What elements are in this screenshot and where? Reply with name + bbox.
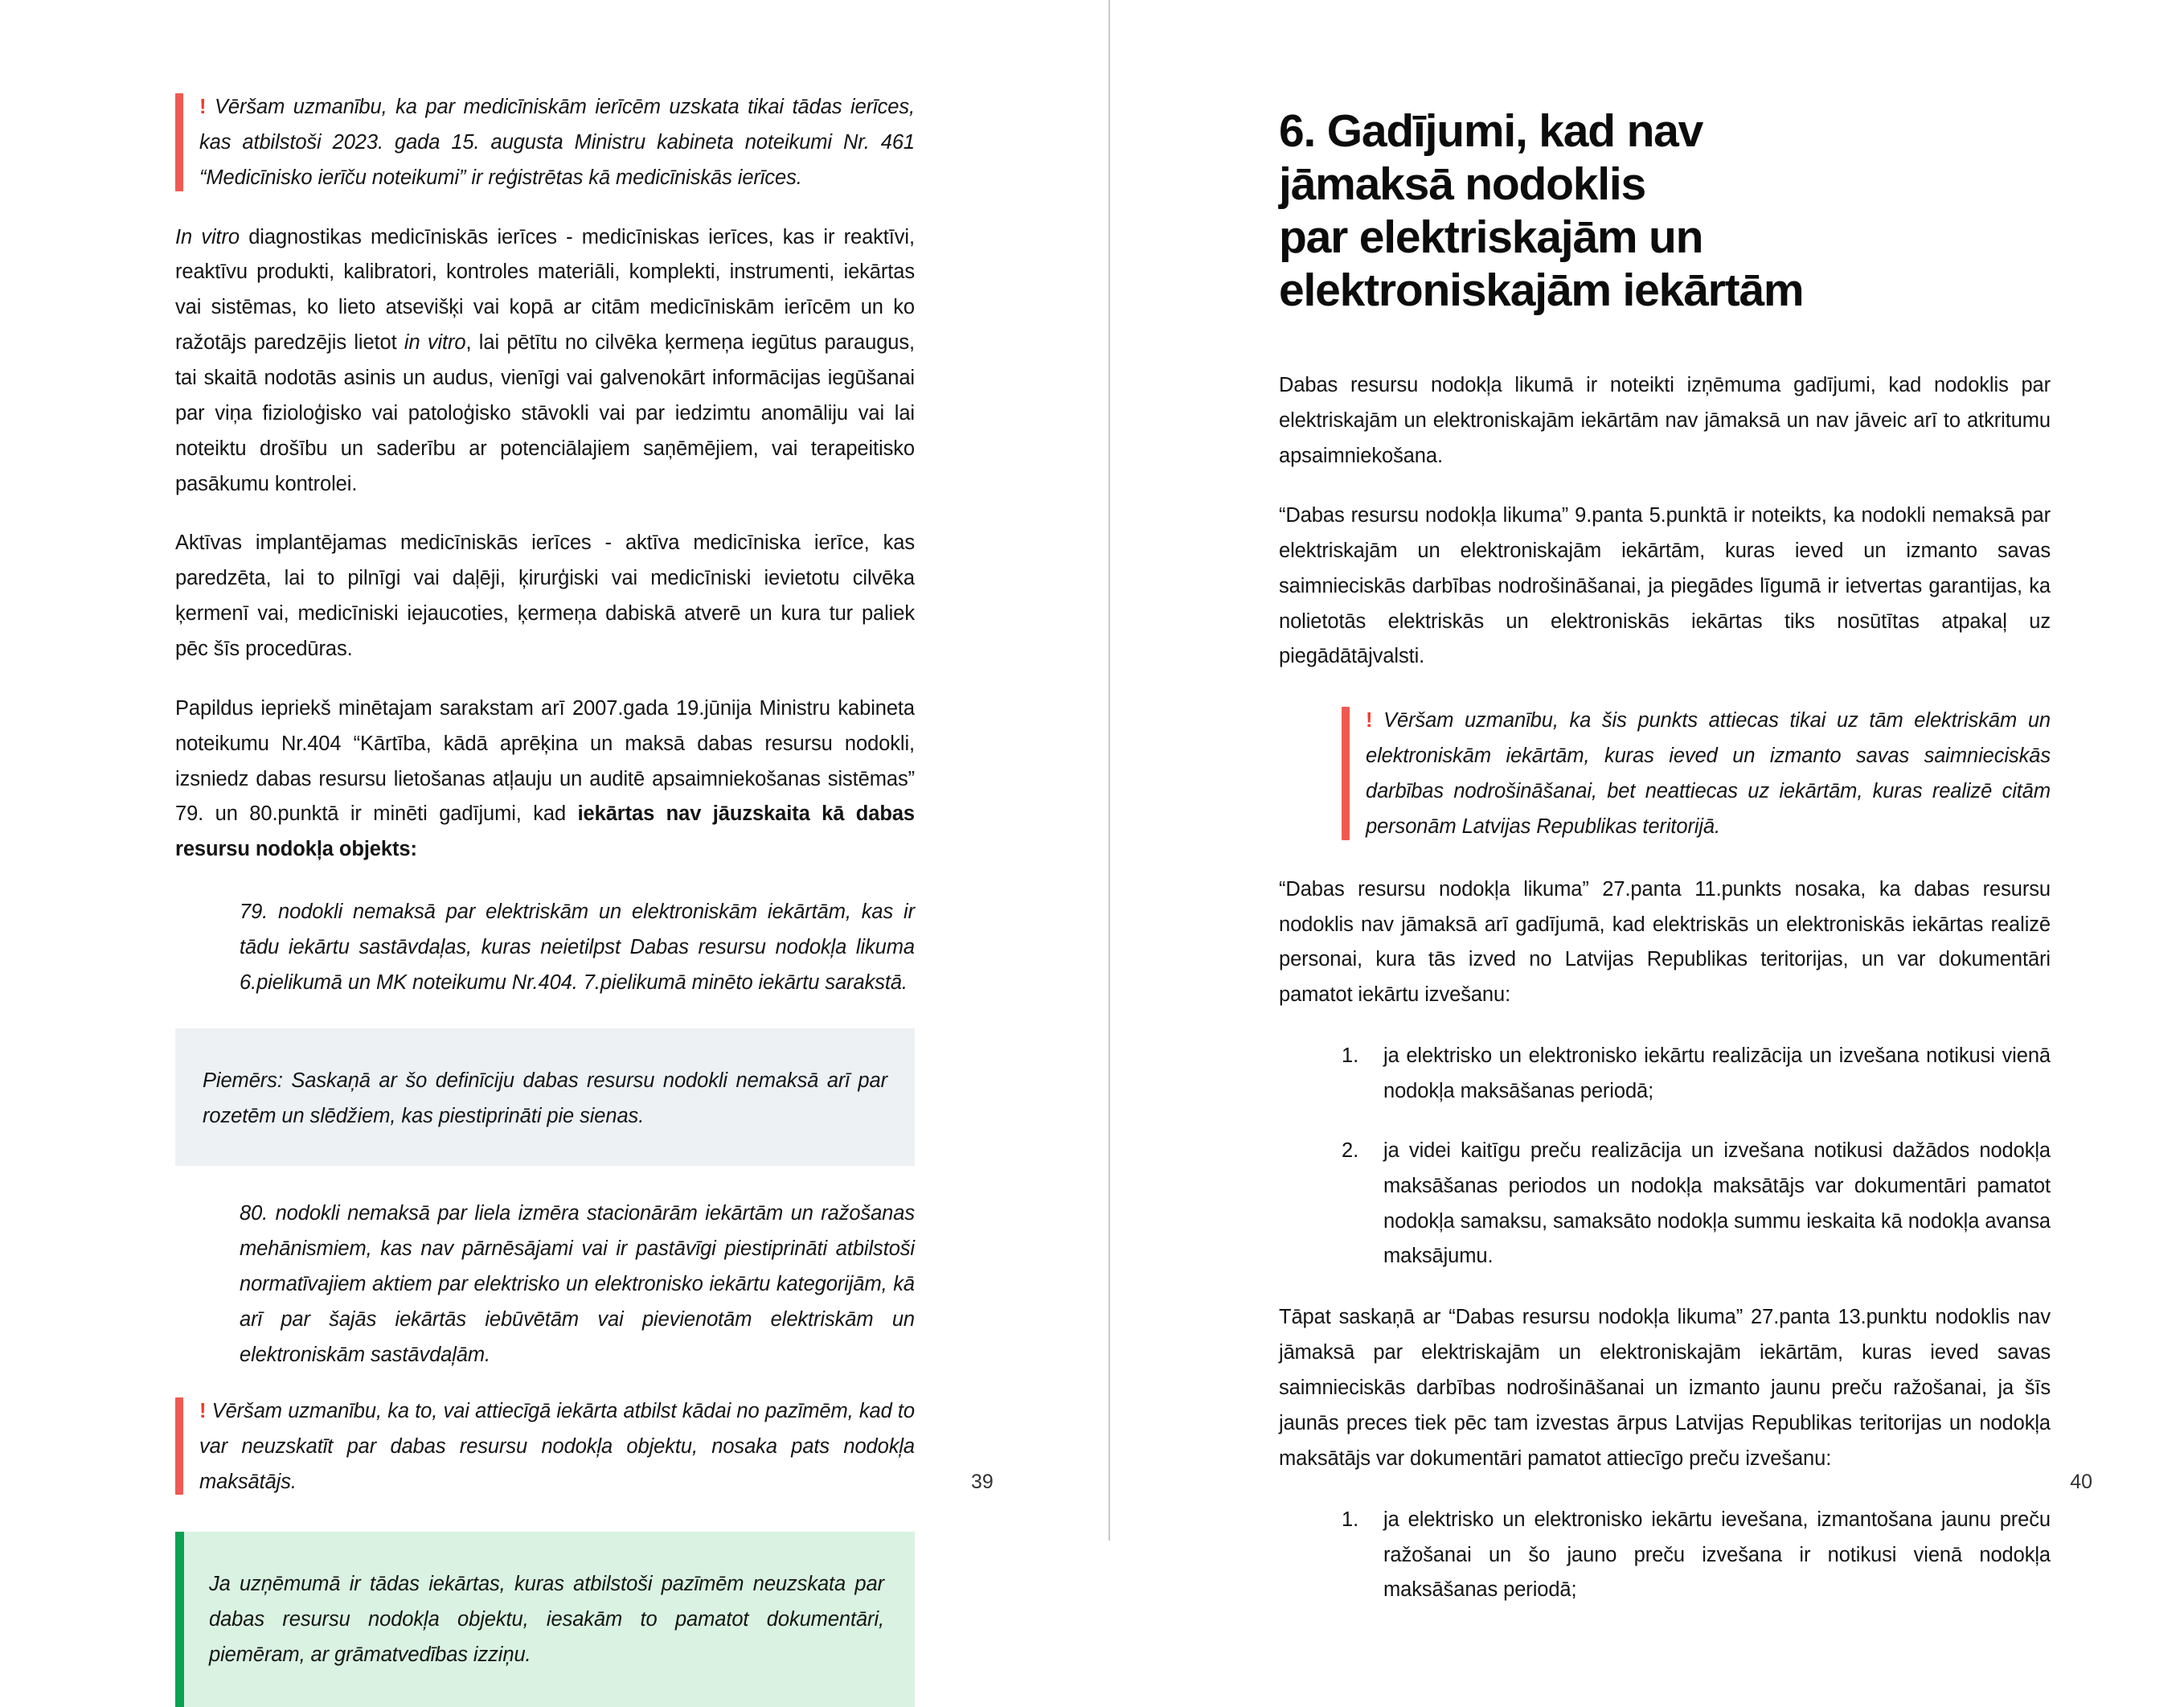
- example-box-text: Piemērs: Saskaņā ar šo definīciju dabas resursu nodokli nemaksā arī par rozetēm un slēdžiem, kas piestiprināti pie sienas.: [203, 1069, 887, 1127]
- recommendation-box: [175, 1532, 915, 1707]
- left-page-content: [175, 90, 915, 1707]
- conditions-list-2: [1279, 1503, 2051, 1609]
- right-page: [1108, 0, 2184, 1602]
- exclamation-icon: !: [199, 96, 207, 118]
- page-title-line-2: jāmaksā nodoklis: [1279, 158, 1646, 211]
- list-item: ja elektrisko un elektronisko iekārtu realizācija un izvešana notikusi vienā nodokļa maksāšanas periodā;: [1383, 1044, 2051, 1103]
- paragraph-additional-regulation: Papildus iepriekš minētajam sarakstam arī 2007.gada 19.jūnija Ministru kabineta noteikumu Nr.404 “Kārtība, kādā aprēķina un maksā dabas resursu nodokli, izsniedz dabas resursu lietošanas atļauju un auditē apsaimniekošanas sistēmas” 79. un 80.punktā ir minēti gadījumi, kad iekārtas nav jāuzskaita kā dabas resursu nodokļa objekts:: [175, 696, 915, 861]
- page-number-left: 39: [971, 1471, 994, 1493]
- paragraph-active-implantable: Aktīvas implantējamas medicīniskās ierīces - aktīva medicīniska ierīce, kas paredzēta, lai to pilnīgi vai daļēji, ķirurģiski vai medicīniski ievietotu cilvēka ķermenī vai, medicīniski iejaucoties, ķermeņa dabiskā atverē un kura tur paliek pēc šīs procedūras.: [175, 531, 915, 661]
- list-item: ja videi kaitīgu preču realizācija un izvešana notikusi dažādos nodokļa maksāšanas periodos un nodokļa maksātājs var dokumentāri pamatot nodokļa samaksu, samaksāto nodokļa summu ieskaita kā nodokļa avansa maksājumu.: [1383, 1139, 2051, 1268]
- warning-callout-scope: [1342, 704, 2051, 844]
- recommendation-box-text: Ja uzņēmumā ir tādas iekārtas, kuras atbilstoši pazīmēm neuzskata par dabas resursu nodokļa objektu, iesakām to pamatot dokumentāri, piemēram, ar grāmatvedības izziņu.: [209, 1573, 884, 1667]
- paragraph-article-27-13: Tāpat saskaņā ar “Dabas resursu nodokļa likuma” 27.panta 13.punktu nodoklis nav jāmaksā par elektriskajām un elektroniskajām iekārtām, kuras ieved savas saimnieciskās darbības nodrošināšanai un izmanto jaunu preču ražošanai, ja šīs jaunās preces tiek pēc tam izvestas ārpus Latvijas Republikas teritorijas un nodokļa maksātājs var dokumentāri pamatot attiecīgo preču izvešanu:: [1279, 1306, 2051, 1470]
- right-page-content: [1279, 105, 2051, 1634]
- paragraph-in-vitro: In vitro diagnostikas medicīniskās ierīces - medicīniskas ierīces, kas ir reaktīvi, reaktīvu produkti, kalibratori, kontroles materiāli, komplekti, instrumenti, iekārtas vai sistēmas, ko lieto atsevišķi vai kopā ar citām medicīniskām ierīcēm un ko ražotājs paredzējis lietot in vitro, lai pētītu no cilvēka ķermeņa iegūtus paraugus, tai skaitā nodotās asinis un audus, vienīgi vai galvenokārt informācijas iegūšanai par viņa fizioloģisko vai patoloģisko stāvokli vai par iedzimtu anomāliju vai lai noteiktu drošību un saderību ar potenciālajiem saņēmējiem, vai terapeitisko pasākumu kontrolei.: [175, 225, 915, 495]
- page-number-right: 40: [2070, 1471, 2092, 1493]
- quote-clause-79: [175, 895, 915, 1001]
- warning-callout-text: ! Vēršam uzmanību, ka to, vai attiecīgā iekārta atbilst kādai no pazīmēm, kad to var neuzskatīt par dabas resursu nodokļa objektu, nosaka pats nodokļa maksātājs.: [199, 1399, 915, 1493]
- paragraph-article-9: “Dabas resursu nodokļa likuma” 9.panta 5.punktā ir noteikts, ka nodokli nemaksā par elektriskajām un elektroniskajām iekārtām, kuras ieved un izmanto savas saimnieciskās darbības nodrošināšanai, ja piegādes līgumā ir ietvertas garantijas, ka nolietotās elektriskās un elektroniskās iekārtas tiks nosūtītas atpakaļ uz piegādātājvalsti.: [1279, 504, 2051, 668]
- paragraph-article-27-11: “Dabas resursu nodokļa likuma” 27.panta 11.punkts nosaka, ka dabas resursu nodoklis nav jāmaksā arī gadījumā, kad elektriskās un elektroniskās iekārtas realizē personai, kura tās izved no Latvijas Republikas teritorijas, un var dokumentāri pamatot iekārtu izvešanu:: [1279, 877, 2051, 1007]
- example-box: [175, 1028, 915, 1167]
- page-title-line-3: par elektriskajām un: [1279, 211, 1703, 264]
- page-title: [1279, 105, 2051, 317]
- exclamation-icon: !: [1366, 709, 1373, 732]
- warning-callout-text: ! Vēršam uzmanību, ka šis punkts attiecas tikai uz tām elektriskām un elektroniskām iekārtām, kuras ieved un izmanto savas saimnieciskās darbības nodrošināšanai, bet neattiecas uz iekārtām, kuras realizē citām personām Latvijas Republikas teritorijā.: [1366, 709, 2051, 838]
- quote-clause-80: [175, 1196, 915, 1373]
- warning-callout-text: ! Vēršam uzmanību, ka par medicīniskām ierīcēm uzskata tikai tādas ierīces, kas atbilstoši 2023. gada 15. augusta Ministru kabineta noteikumi Nr. 461 “Medicīnisko ierīču noteikumi” ir reģistrētas kā medicīniskās ierīces.: [199, 96, 915, 189]
- page-title-line-4: elektroniskajām iekārtām: [1279, 265, 1804, 317]
- warning-callout-taxpayer-determines: [175, 1394, 915, 1500]
- list-item: ja elektrisko un elektronisko iekārtu ievešana, izmantošana jaunu preču ražošanai un šo jauno preču izvešana ir notikusi vienā nodokļa maksāšanas periodā;: [1383, 1508, 2051, 1602]
- quote-clause-79-text: 79. nodokli nemaksā par elektriskām un elektroniskām iekārtām, kas ir tādu iekārtu sastāvdaļas, kuras neietilpst Dabas resursu nodokļa likuma 6.pielikumā un MK noteikumu Nr.404. 7.pielikumā minēto iekārtu sarakstā.: [240, 901, 915, 994]
- warning-callout-medical-devices: [175, 90, 915, 196]
- conditions-list-1: [1279, 1039, 2051, 1274]
- exclamation-icon: !: [199, 1399, 207, 1422]
- page-title-line-1: 6. Gadījumi, kad nav: [1279, 105, 1703, 157]
- left-page: [0, 0, 1108, 1667]
- paragraph-intro: Dabas resursu nodokļa likumā ir noteikti izņēmuma gadījumi, kad nodoklis par elektriskajām un elektroniskajām iekārtām nav jāmaksā un nav jāveic arī to atkritumu apsaimniekošana.: [1279, 374, 2051, 468]
- quote-clause-80-text: 80. nodokli nemaksā par liela izmēra stacionārām iekārtām un ražošanas mehānismiem, kas nav pārnēsājami vai ir pastāvīgi piestiprināti atbilstoši normatīvajiem aktiem par elektrisko un elektronisko iekārtu kategorijām, kā arī par šajās iekārtās iebūvētām vai pievienotām elektriskām un elektroniskām sastāvdaļām.: [240, 1202, 915, 1366]
